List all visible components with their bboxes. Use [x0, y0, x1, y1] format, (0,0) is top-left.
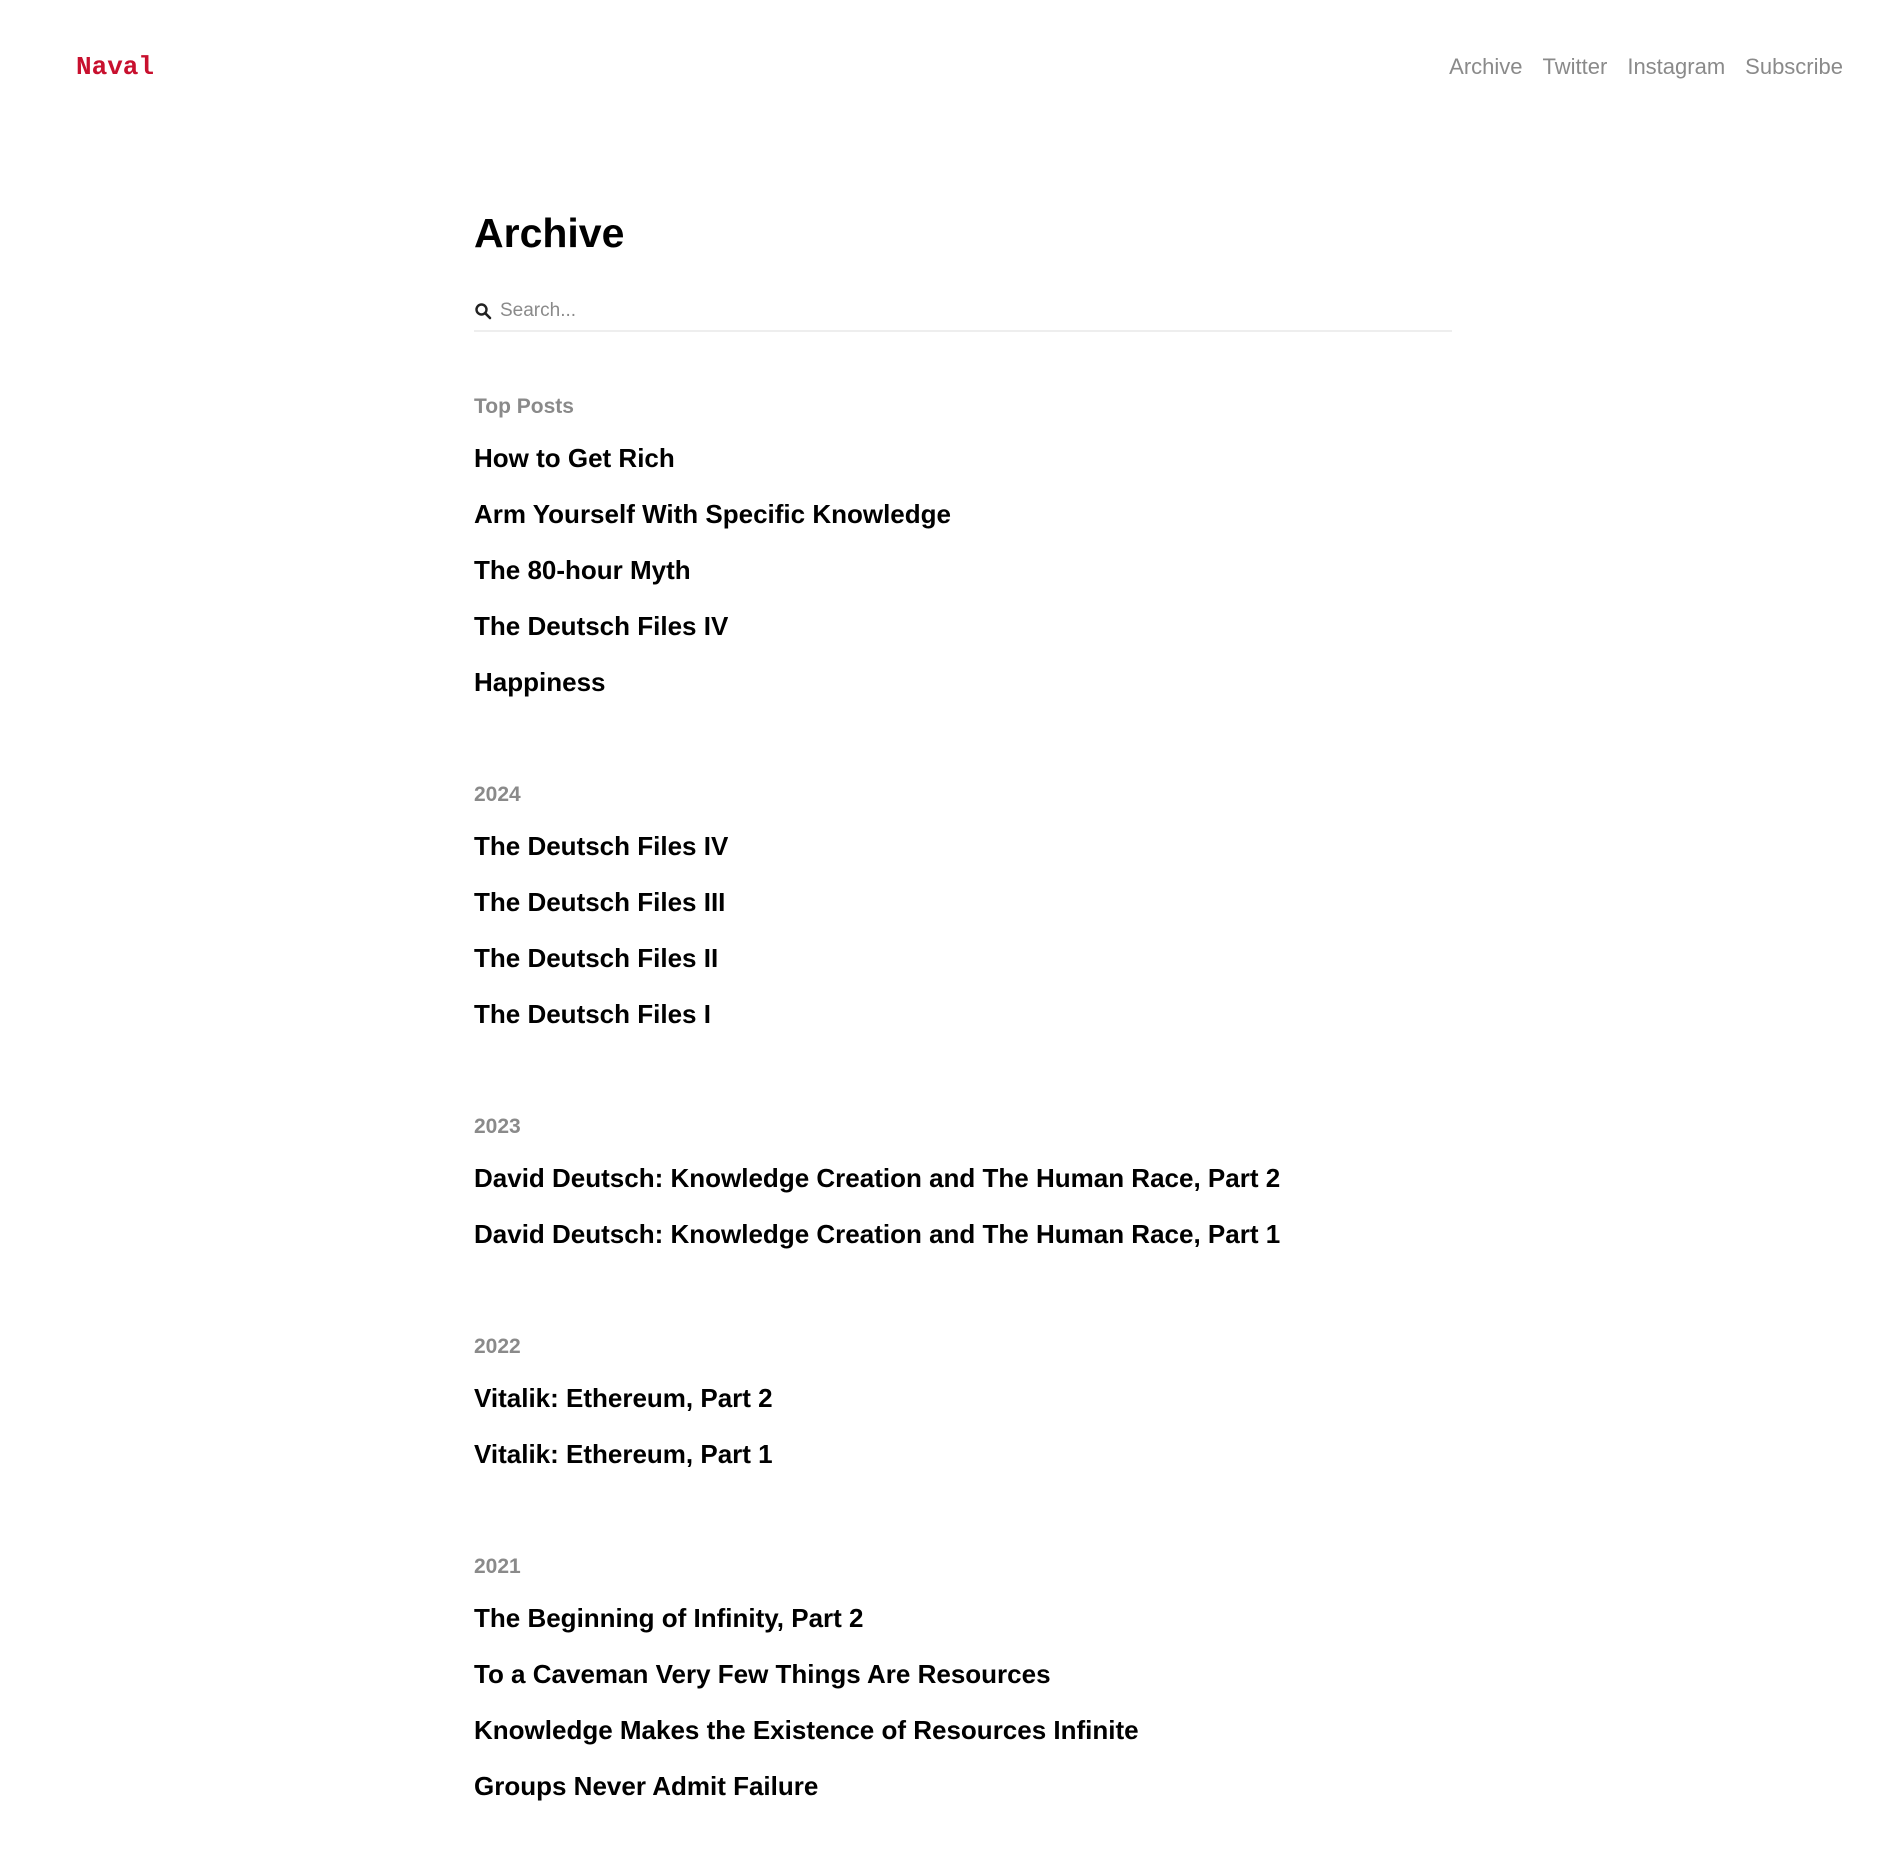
- site-logo[interactable]: Naval: [76, 52, 155, 82]
- post-link[interactable]: The Deutsch Files II: [474, 943, 719, 973]
- post-link[interactable]: How to Get Rich: [474, 443, 675, 473]
- top-nav: [1449, 50, 1843, 84]
- nav-twitter[interactable]: Twitter: [1542, 54, 1608, 79]
- post-link[interactable]: Happiness: [474, 667, 606, 697]
- section-2024: [474, 780, 1452, 1032]
- nav-subscribe[interactable]: Subscribe: [1745, 54, 1843, 79]
- section-title: Top Posts: [474, 395, 574, 418]
- post-link[interactable]: The Beginning of Infinity, Part 2: [474, 1603, 864, 1633]
- post-link[interactable]: David Deutsch: Knowledge Creation and The Human Race, Part 2: [474, 1163, 1281, 1193]
- post-link[interactable]: Groups Never Admit Failure: [474, 1771, 819, 1801]
- section-title: 2023: [474, 1115, 521, 1138]
- section-2021: [474, 1552, 1452, 1804]
- post-link[interactable]: The Deutsch Files IV: [474, 831, 729, 861]
- post-link[interactable]: The Deutsch Files IV: [474, 611, 729, 641]
- post-link[interactable]: Arm Yourself With Specific Knowledge: [474, 499, 951, 529]
- nav-instagram[interactable]: Instagram: [1627, 54, 1726, 79]
- section-2023: [474, 1112, 1452, 1252]
- post-link[interactable]: The Deutsch Files I: [474, 999, 711, 1029]
- section-title: 2022: [474, 1335, 521, 1358]
- archive-main: [474, 200, 1452, 1824]
- search-input[interactable]: [500, 296, 1452, 326]
- post-link[interactable]: Vitalik: Ethereum, Part 1: [474, 1439, 773, 1469]
- post-link[interactable]: Knowledge Makes the Existence of Resources Infinite: [474, 1715, 1139, 1745]
- post-link[interactable]: The 80-hour Myth: [474, 555, 691, 585]
- post-link[interactable]: David Deutsch: Knowledge Creation and The Human Race, Part 1: [474, 1219, 1281, 1249]
- section-title: 2021: [474, 1555, 521, 1578]
- section-2022: [474, 1332, 1452, 1472]
- section-top-posts: [474, 392, 1452, 700]
- page-title: Archive: [474, 210, 625, 256]
- post-link[interactable]: To a Caveman Very Few Things Are Resources: [474, 1659, 1051, 1689]
- post-link[interactable]: Vitalik: Ethereum, Part 2: [474, 1383, 773, 1413]
- nav-archive[interactable]: Archive: [1449, 54, 1523, 79]
- section-title: 2024: [474, 783, 521, 806]
- search-icon: [474, 302, 492, 320]
- post-link[interactable]: The Deutsch Files III: [474, 887, 726, 917]
- search-bar: [474, 292, 1452, 332]
